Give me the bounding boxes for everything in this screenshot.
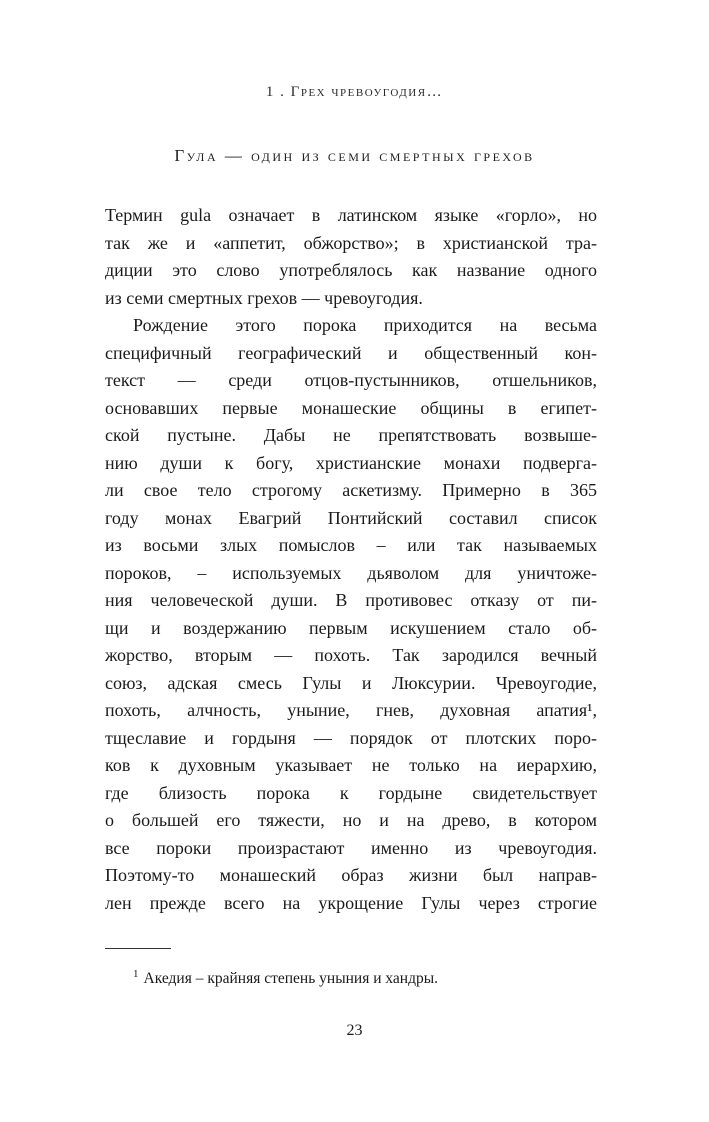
text-line: нию души к богу, христианские монахи подверга- — [105, 452, 597, 473]
text-line: все пороки произрастают именно из чревоугодия. — [105, 837, 597, 858]
text-line: году монах Евагрий Понтийский составил список — [105, 507, 597, 528]
text-line: о большей его тяжести, но и на древо, в котором — [105, 810, 597, 830]
text-line: лен прежде всего на укрощение Гулы через строгие — [105, 892, 597, 913]
text-line: где близость порока к гордыне свидетельствует — [105, 782, 597, 803]
text-line: ской пустыне. Дабы не препятствовать возвыше- — [105, 425, 597, 445]
body-text — [105, 202, 597, 917]
text-line: ли свое тело строгому аскетизму. Примерно в 365 — [105, 480, 597, 500]
page-number: 23 — [346, 1022, 363, 1039]
footnote-marker: 1 — [133, 968, 139, 980]
text-line: пороков, – используемых дьяволом для уничтоже- — [105, 562, 597, 583]
text-line: текст — среди отцов-пустынников, отшельников, — [105, 370, 597, 390]
footnote-text: Акедия – крайняя степень уныния и хандры. — [143, 970, 439, 988]
section-heading: Гула — один из семи смертных грехов — [174, 146, 535, 165]
text-line: диции это слово употреблялось как название одного — [105, 260, 597, 280]
text-line: основавших первые монашеские общины в египет- — [105, 397, 597, 418]
text-line: жорство, вторым — похоть. Так зародился вечный — [105, 645, 597, 665]
text-line: Термин gula означает в латинском языке «горло», но — [105, 205, 597, 225]
text-line: так же и «аппетит, обжорство»; в христианской тра- — [105, 232, 597, 253]
text-line: ков к духовным указывает не только на иерархию, — [105, 755, 597, 775]
text-line: Рождение этого порока приходится на весьма — [133, 315, 597, 335]
text-line: похоть, алчность, уныние, гнев, духовная апатия¹, — [105, 700, 597, 720]
text-line: Поэтому-то монашеский образ жизни был направ- — [105, 865, 597, 885]
text-line: специфичный географический и общественный кон- — [105, 342, 597, 363]
text-line: союз, адская смесь Гулы и Люксурии. Чревоугодие, — [105, 672, 597, 693]
paragraph — [105, 312, 597, 917]
paragraph — [105, 202, 597, 312]
text-line: тщеславие и гордыня — порядок от плотских поро- — [105, 727, 597, 748]
text-line: из восьми злых помыслов – или так называемых — [105, 535, 597, 555]
text-line: ния человеческой души. В противовес отказу от пи- — [105, 590, 597, 610]
footnote-divider — [105, 948, 171, 949]
text-line: из семи смертных грехов — чревоугодия. — [105, 287, 423, 308]
text-line: щи и воздержанию первым искушением стало об- — [105, 617, 597, 638]
footnote — [105, 962, 597, 991]
running-header: 1 . Грех чревоугодия… — [265, 84, 444, 100]
